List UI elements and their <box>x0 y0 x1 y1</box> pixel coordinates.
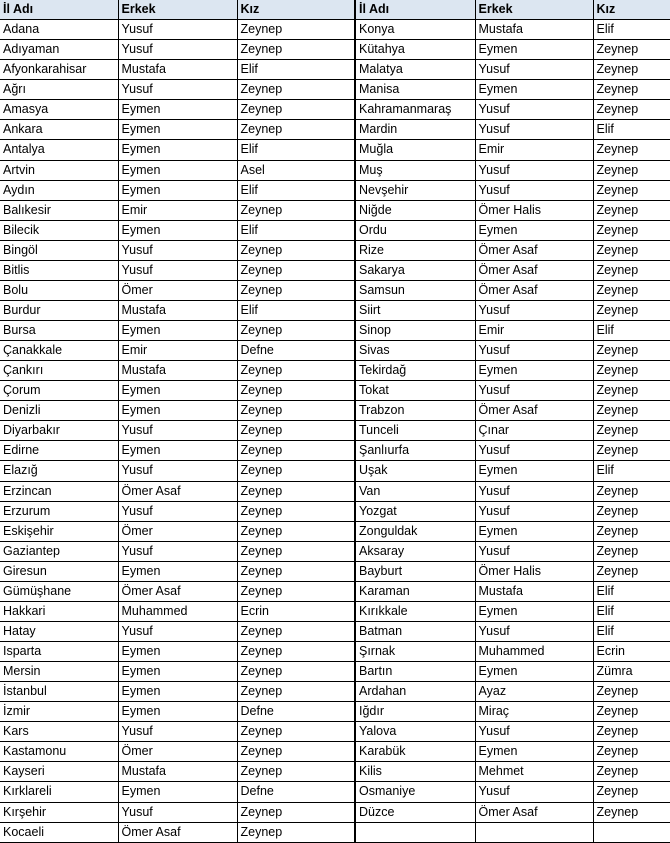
female-name-cell[interactable]: Zeynep <box>237 200 355 220</box>
female-name-cell[interactable]: Zeynep <box>593 421 670 441</box>
female-name-cell[interactable]: Zeynep <box>237 100 355 120</box>
male-name-cell[interactable]: Eymen <box>118 401 237 421</box>
province-cell[interactable]: Niğde <box>355 200 475 220</box>
province-cell[interactable]: Karaman <box>355 581 475 601</box>
male-name-cell[interactable]: Eymen <box>475 80 593 100</box>
province-cell[interactable]: Uşak <box>355 461 475 481</box>
male-name-cell[interactable]: Eymen <box>118 100 237 120</box>
table-row <box>0 401 670 421</box>
province-cell[interactable]: Bolu <box>0 280 118 300</box>
female-name-cell[interactable]: Zeynep <box>593 140 670 160</box>
province-cell[interactable]: Bingöl <box>0 240 118 260</box>
table-row <box>0 481 670 501</box>
male-name-cell[interactable]: Mehmet <box>475 762 593 782</box>
province-cell[interactable]: Isparta <box>0 642 118 662</box>
header-cell-female[interactable]: Kız <box>593 0 670 20</box>
province-cell[interactable]: Nevşehir <box>355 180 475 200</box>
province-cell[interactable]: Amasya <box>0 100 118 120</box>
table-row <box>0 180 670 200</box>
province-cell[interactable]: Gümüşhane <box>0 581 118 601</box>
table-row <box>0 20 670 40</box>
table-row <box>0 722 670 742</box>
province-cell[interactable]: Erzurum <box>0 501 118 521</box>
male-name-cell[interactable]: Eymen <box>475 521 593 541</box>
province-cell[interactable]: Kocaeli <box>0 822 118 842</box>
male-name-cell[interactable]: Muhammed <box>475 642 593 662</box>
female-name-cell[interactable]: Elif <box>237 60 355 80</box>
province-cell[interactable]: Ağrı <box>0 80 118 100</box>
male-name-cell[interactable]: Eymen <box>475 601 593 621</box>
male-name-cell[interactable]: Yusuf <box>475 441 593 461</box>
male-name-cell[interactable]: Ömer Asaf <box>475 260 593 280</box>
table-row <box>0 581 670 601</box>
province-cell[interactable]: Hakkari <box>0 601 118 621</box>
province-cell[interactable]: Giresun <box>0 561 118 581</box>
female-name-cell[interactable]: Elif <box>237 300 355 320</box>
table-row <box>0 381 670 401</box>
province-cell[interactable]: Elazığ <box>0 461 118 481</box>
province-cell[interactable]: Tokat <box>355 381 475 401</box>
female-name-cell[interactable]: Zeynep <box>237 662 355 682</box>
table-row <box>0 702 670 722</box>
female-name-cell[interactable]: Elif <box>593 20 670 40</box>
male-name-cell[interactable] <box>475 822 593 842</box>
male-name-cell[interactable]: Ömer Asaf <box>475 401 593 421</box>
province-cell[interactable]: Gaziantep <box>0 541 118 561</box>
female-name-cell[interactable]: Zeynep <box>237 381 355 401</box>
male-name-cell[interactable]: Yusuf <box>118 722 237 742</box>
province-cell[interactable]: Kırşehir <box>0 802 118 822</box>
female-name-cell[interactable]: Zeynep <box>593 60 670 80</box>
female-name-cell[interactable]: Zeynep <box>237 260 355 280</box>
table-row <box>0 642 670 662</box>
male-name-cell[interactable]: Eymen <box>475 662 593 682</box>
female-name-cell[interactable] <box>593 822 670 842</box>
male-name-cell[interactable]: Yusuf <box>475 501 593 521</box>
male-name-cell[interactable]: Eymen <box>118 321 237 341</box>
province-cell[interactable]: Iğdır <box>355 702 475 722</box>
male-name-cell[interactable]: Eymen <box>475 40 593 60</box>
female-name-cell[interactable]: Zeynep <box>593 722 670 742</box>
province-cell[interactable]: Siirt <box>355 300 475 320</box>
province-cell[interactable]: Kayseri <box>0 762 118 782</box>
female-name-cell[interactable]: Zeynep <box>593 361 670 381</box>
province-cell[interactable]: Şırnak <box>355 642 475 662</box>
province-cell[interactable]: Van <box>355 481 475 501</box>
male-name-cell[interactable]: Yusuf <box>118 20 237 40</box>
male-name-cell[interactable]: Ömer Asaf <box>118 481 237 501</box>
province-cell[interactable]: Sakarya <box>355 260 475 280</box>
male-name-cell[interactable]: Eymen <box>475 461 593 481</box>
male-name-cell[interactable]: Ömer <box>118 280 237 300</box>
female-name-cell[interactable]: Defne <box>237 782 355 802</box>
female-name-cell[interactable]: Zeynep <box>593 240 670 260</box>
table-row <box>0 120 670 140</box>
province-cell[interactable]: İstanbul <box>0 682 118 702</box>
male-name-cell[interactable]: Mustafa <box>118 361 237 381</box>
male-name-cell[interactable]: Yusuf <box>475 621 593 641</box>
table-row <box>0 501 670 521</box>
male-name-cell[interactable]: Yusuf <box>475 381 593 401</box>
female-name-cell[interactable]: Zeynep <box>237 421 355 441</box>
table-row <box>0 782 670 802</box>
male-name-cell[interactable]: Eymen <box>118 662 237 682</box>
male-name-cell[interactable]: Yusuf <box>475 100 593 120</box>
female-name-cell[interactable]: Zeynep <box>593 280 670 300</box>
male-name-cell[interactable]: Yusuf <box>118 621 237 641</box>
male-name-cell[interactable]: Yusuf <box>118 240 237 260</box>
male-name-cell[interactable]: Eymen <box>118 120 237 140</box>
female-name-cell[interactable]: Zeynep <box>237 481 355 501</box>
table-row <box>0 561 670 581</box>
female-name-cell[interactable]: Zeynep <box>237 822 355 842</box>
female-name-cell[interactable]: Zeynep <box>237 621 355 641</box>
female-name-cell[interactable]: Zeynep <box>237 441 355 461</box>
table-row <box>0 822 670 842</box>
province-cell[interactable]: Adıyaman <box>0 40 118 60</box>
male-name-cell[interactable]: Ömer Halis <box>475 561 593 581</box>
province-cell[interactable]: Ordu <box>355 220 475 240</box>
male-name-cell[interactable]: Eymen <box>118 220 237 240</box>
female-name-cell[interactable]: Elif <box>593 621 670 641</box>
province-cell[interactable]: Bartın <box>355 662 475 682</box>
table-row <box>0 682 670 702</box>
female-name-cell[interactable]: Elif <box>593 120 670 140</box>
province-cell[interactable]: Ardahan <box>355 682 475 702</box>
province-cell[interactable]: Konya <box>355 20 475 40</box>
female-name-cell[interactable]: Elif <box>237 180 355 200</box>
province-cell[interactable]: Tekirdağ <box>355 361 475 381</box>
male-name-cell[interactable]: Eymen <box>118 160 237 180</box>
female-name-cell[interactable]: Defne <box>237 702 355 722</box>
male-name-cell[interactable]: Mustafa <box>118 762 237 782</box>
table-row <box>0 762 670 782</box>
male-name-cell[interactable]: Eymen <box>118 140 237 160</box>
province-cell[interactable]: Bayburt <box>355 561 475 581</box>
table-row <box>0 60 670 80</box>
female-name-cell[interactable]: Ecrin <box>593 642 670 662</box>
province-cell[interactable] <box>355 822 475 842</box>
male-name-cell[interactable]: Yusuf <box>475 481 593 501</box>
province-cell[interactable]: Trabzon <box>355 401 475 421</box>
female-name-cell[interactable]: Zeynep <box>237 80 355 100</box>
male-name-cell[interactable]: Yusuf <box>475 782 593 802</box>
province-cell[interactable]: Batman <box>355 621 475 641</box>
female-name-cell[interactable]: Zeynep <box>237 120 355 140</box>
male-name-cell[interactable]: Eymen <box>118 561 237 581</box>
female-name-cell[interactable]: Zeynep <box>237 40 355 60</box>
province-cell[interactable]: Samsun <box>355 280 475 300</box>
male-name-cell[interactable]: Miraç <box>475 702 593 722</box>
province-cell[interactable]: Çorum <box>0 381 118 401</box>
male-name-cell[interactable]: Eymen <box>118 702 237 722</box>
province-cell[interactable]: Kilis <box>355 762 475 782</box>
province-cell[interactable]: Yozgat <box>355 501 475 521</box>
province-cell[interactable]: Karabük <box>355 742 475 762</box>
table-row <box>0 160 670 180</box>
female-name-cell[interactable]: Zeynep <box>593 80 670 100</box>
male-name-cell[interactable]: Mustafa <box>118 60 237 80</box>
female-name-cell[interactable]: Zeynep <box>237 541 355 561</box>
male-name-cell[interactable]: Yusuf <box>475 300 593 320</box>
female-name-cell[interactable]: Ecrin <box>237 601 355 621</box>
province-cell[interactable]: Ankara <box>0 120 118 140</box>
female-name-cell[interactable]: Zeynep <box>593 521 670 541</box>
male-name-cell[interactable]: Çınar <box>475 421 593 441</box>
table-row <box>0 280 670 300</box>
female-name-cell[interactable]: Zeynep <box>237 240 355 260</box>
female-name-cell[interactable]: Zeynep <box>593 100 670 120</box>
male-name-cell[interactable]: Ömer <box>118 521 237 541</box>
female-name-cell[interactable]: Zeynep <box>593 341 670 361</box>
female-name-cell[interactable]: Zeynep <box>237 642 355 662</box>
table-row <box>0 140 670 160</box>
table-row <box>0 321 670 341</box>
header-cell-province[interactable]: İl Adı <box>0 0 118 20</box>
female-name-cell[interactable]: Zeynep <box>593 300 670 320</box>
male-name-cell[interactable]: Yusuf <box>475 160 593 180</box>
female-name-cell[interactable]: Zeynep <box>237 401 355 421</box>
female-name-cell[interactable]: Zeynep <box>237 321 355 341</box>
header-cell-province[interactable]: İl Adı <box>355 0 475 20</box>
province-cell[interactable]: Sinop <box>355 321 475 341</box>
province-cell[interactable]: Kars <box>0 722 118 742</box>
province-cell[interactable]: Sivas <box>355 341 475 361</box>
province-cell[interactable]: Düzce <box>355 802 475 822</box>
female-name-cell[interactable]: Zeynep <box>593 160 670 180</box>
female-name-cell[interactable]: Zeynep <box>593 762 670 782</box>
female-name-cell[interactable]: Zeynep <box>593 381 670 401</box>
province-cell[interactable]: Muğla <box>355 140 475 160</box>
province-cell[interactable]: Çankırı <box>0 361 118 381</box>
male-name-cell[interactable]: Yusuf <box>475 120 593 140</box>
table-row <box>0 621 670 641</box>
male-name-cell[interactable]: Eymen <box>118 782 237 802</box>
female-name-cell[interactable]: Elif <box>237 140 355 160</box>
female-name-cell[interactable]: Zeynep <box>593 802 670 822</box>
male-name-cell[interactable]: Eymen <box>475 742 593 762</box>
male-name-cell[interactable]: Muhammed <box>118 601 237 621</box>
male-name-cell[interactable]: Ömer Asaf <box>475 802 593 822</box>
male-name-cell[interactable]: Eymen <box>118 180 237 200</box>
province-cell[interactable]: Rize <box>355 240 475 260</box>
female-name-cell[interactable]: Elif <box>593 581 670 601</box>
province-cell[interactable]: Hatay <box>0 621 118 641</box>
table-row <box>0 521 670 541</box>
male-name-cell[interactable]: Emir <box>475 321 593 341</box>
province-cell[interactable]: Bitlis <box>0 260 118 280</box>
province-cell[interactable]: Diyarbakır <box>0 421 118 441</box>
male-name-cell[interactable]: Eymen <box>475 361 593 381</box>
table-row <box>0 341 670 361</box>
male-name-cell[interactable]: Yusuf <box>118 541 237 561</box>
female-name-cell[interactable]: Zeynep <box>593 682 670 702</box>
province-cell[interactable]: Malatya <box>355 60 475 80</box>
female-name-cell[interactable]: Zeynep <box>237 521 355 541</box>
male-name-cell[interactable]: Ömer Asaf <box>475 240 593 260</box>
province-cell[interactable]: Bursa <box>0 321 118 341</box>
table-row <box>0 260 670 280</box>
province-cell[interactable]: Aksaray <box>355 541 475 561</box>
male-name-cell[interactable]: Ömer Asaf <box>118 822 237 842</box>
province-cell[interactable]: Tunceli <box>355 421 475 441</box>
province-cell[interactable]: Çanakkale <box>0 341 118 361</box>
female-name-cell[interactable]: Zümra <box>593 662 670 682</box>
table-row <box>0 240 670 260</box>
male-name-cell[interactable]: Yusuf <box>118 260 237 280</box>
female-name-cell[interactable]: Zeynep <box>237 461 355 481</box>
male-name-cell[interactable]: Yusuf <box>118 40 237 60</box>
province-cell[interactable]: Adana <box>0 20 118 40</box>
female-name-cell[interactable]: Zeynep <box>593 782 670 802</box>
female-name-cell[interactable]: Elif <box>593 461 670 481</box>
table-row <box>0 300 670 320</box>
female-name-cell[interactable]: Zeynep <box>237 802 355 822</box>
female-name-cell[interactable]: Zeynep <box>593 401 670 421</box>
female-name-cell[interactable]: Zeynep <box>237 20 355 40</box>
female-name-cell[interactable]: Zeynep <box>593 200 670 220</box>
table-row <box>0 541 670 561</box>
table-row <box>0 200 670 220</box>
province-cell[interactable]: Balıkesir <box>0 200 118 220</box>
female-name-cell[interactable]: Zeynep <box>593 501 670 521</box>
male-name-cell[interactable]: Ömer <box>118 742 237 762</box>
table-row <box>0 601 670 621</box>
province-cell[interactable]: Zonguldak <box>355 521 475 541</box>
province-cell[interactable]: Kastamonu <box>0 742 118 762</box>
province-cell[interactable]: Erzincan <box>0 481 118 501</box>
male-name-cell[interactable]: Ayaz <box>475 682 593 702</box>
table-row <box>0 802 670 822</box>
header-cell-male[interactable]: Erkek <box>118 0 237 20</box>
female-name-cell[interactable]: Zeynep <box>593 702 670 722</box>
female-name-cell[interactable]: Zeynep <box>593 260 670 280</box>
female-name-cell[interactable]: Zeynep <box>237 682 355 702</box>
male-name-cell[interactable]: Yusuf <box>118 802 237 822</box>
female-name-cell[interactable]: Zeynep <box>593 561 670 581</box>
province-cell[interactable]: Kırıkkale <box>355 601 475 621</box>
male-name-cell[interactable]: Yusuf <box>475 60 593 80</box>
province-cell[interactable]: Osmaniye <box>355 782 475 802</box>
female-name-cell[interactable]: Elif <box>593 321 670 341</box>
table-row <box>0 40 670 60</box>
province-cell[interactable]: Şanlıurfa <box>355 441 475 461</box>
table-row <box>0 100 670 120</box>
header-row <box>0 0 670 20</box>
female-name-cell[interactable]: Zeynep <box>237 361 355 381</box>
female-name-cell[interactable]: Zeynep <box>237 722 355 742</box>
province-cell[interactable]: Eskişehir <box>0 521 118 541</box>
province-cell[interactable]: Bilecik <box>0 220 118 240</box>
table-row <box>0 441 670 461</box>
male-name-cell[interactable]: Eymen <box>118 441 237 461</box>
male-name-cell[interactable]: Mustafa <box>475 20 593 40</box>
female-name-cell[interactable]: Zeynep <box>237 762 355 782</box>
table-row <box>0 421 670 441</box>
female-name-cell[interactable]: Zeynep <box>237 501 355 521</box>
table-row <box>0 662 670 682</box>
female-name-cell[interactable]: Zeynep <box>593 180 670 200</box>
male-name-cell[interactable]: Yusuf <box>118 461 237 481</box>
female-name-cell[interactable]: Zeynep <box>237 581 355 601</box>
province-cell[interactable]: İzmir <box>0 702 118 722</box>
male-name-cell[interactable]: Yusuf <box>475 341 593 361</box>
province-cell[interactable]: Edirne <box>0 441 118 461</box>
female-name-cell[interactable]: Zeynep <box>593 742 670 762</box>
male-name-cell[interactable]: Yusuf <box>475 722 593 742</box>
table-row <box>0 742 670 762</box>
province-cell[interactable]: Mersin <box>0 662 118 682</box>
male-name-cell[interactable]: Ömer Asaf <box>475 280 593 300</box>
female-name-cell[interactable]: Zeynep <box>593 541 670 561</box>
province-cell[interactable]: Artvin <box>0 160 118 180</box>
header-cell-male[interactable]: Erkek <box>475 0 593 20</box>
male-name-cell[interactable]: Mustafa <box>475 581 593 601</box>
female-name-cell[interactable]: Defne <box>237 341 355 361</box>
female-name-cell[interactable]: Zeynep <box>593 441 670 461</box>
male-name-cell[interactable]: Eymen <box>475 220 593 240</box>
male-name-cell[interactable]: Emir <box>118 341 237 361</box>
table-row <box>0 220 670 240</box>
province-cell[interactable]: Kırklareli <box>0 782 118 802</box>
male-name-cell[interactable]: Yusuf <box>475 180 593 200</box>
female-name-cell[interactable]: Elif <box>593 601 670 621</box>
province-cell[interactable]: Manisa <box>355 80 475 100</box>
province-cell[interactable]: Burdur <box>0 300 118 320</box>
male-name-cell[interactable]: Ömer Halis <box>475 200 593 220</box>
province-cell[interactable]: Antalya <box>0 140 118 160</box>
female-name-cell[interactable]: Zeynep <box>593 481 670 501</box>
male-name-cell[interactable]: Yusuf <box>118 421 237 441</box>
table-row <box>0 80 670 100</box>
table-row <box>0 361 670 381</box>
male-name-cell[interactable]: Emir <box>118 200 237 220</box>
female-name-cell[interactable]: Zeynep <box>593 220 670 240</box>
male-name-cell[interactable]: Eymen <box>118 642 237 662</box>
female-name-cell[interactable]: Zeynep <box>593 40 670 60</box>
male-name-cell[interactable]: Eymen <box>118 682 237 702</box>
male-name-cell[interactable]: Yusuf <box>118 501 237 521</box>
male-name-cell[interactable]: Mustafa <box>118 300 237 320</box>
male-name-cell[interactable]: Ömer Asaf <box>118 581 237 601</box>
male-name-cell[interactable]: Eymen <box>118 381 237 401</box>
province-cell[interactable]: Aydın <box>0 180 118 200</box>
female-name-cell[interactable]: Zeynep <box>237 280 355 300</box>
table-row <box>0 461 670 481</box>
female-name-cell[interactable]: Elif <box>237 220 355 240</box>
female-name-cell[interactable]: Zeynep <box>237 561 355 581</box>
province-cell[interactable]: Denizli <box>0 401 118 421</box>
province-cell[interactable]: Yalova <box>355 722 475 742</box>
province-cell[interactable]: Kahramanmaraş <box>355 100 475 120</box>
female-name-cell[interactable]: Zeynep <box>237 742 355 762</box>
province-cell[interactable]: Muş <box>355 160 475 180</box>
province-cell[interactable]: Afyonkarahisar <box>0 60 118 80</box>
female-name-cell[interactable]: Asel <box>237 160 355 180</box>
male-name-cell[interactable]: Yusuf <box>118 80 237 100</box>
province-cell[interactable]: Mardin <box>355 120 475 140</box>
male-name-cell[interactable]: Yusuf <box>475 541 593 561</box>
province-cell[interactable]: Kütahya <box>355 40 475 60</box>
male-name-cell[interactable]: Emir <box>475 140 593 160</box>
header-cell-female[interactable]: Kız <box>237 0 355 20</box>
